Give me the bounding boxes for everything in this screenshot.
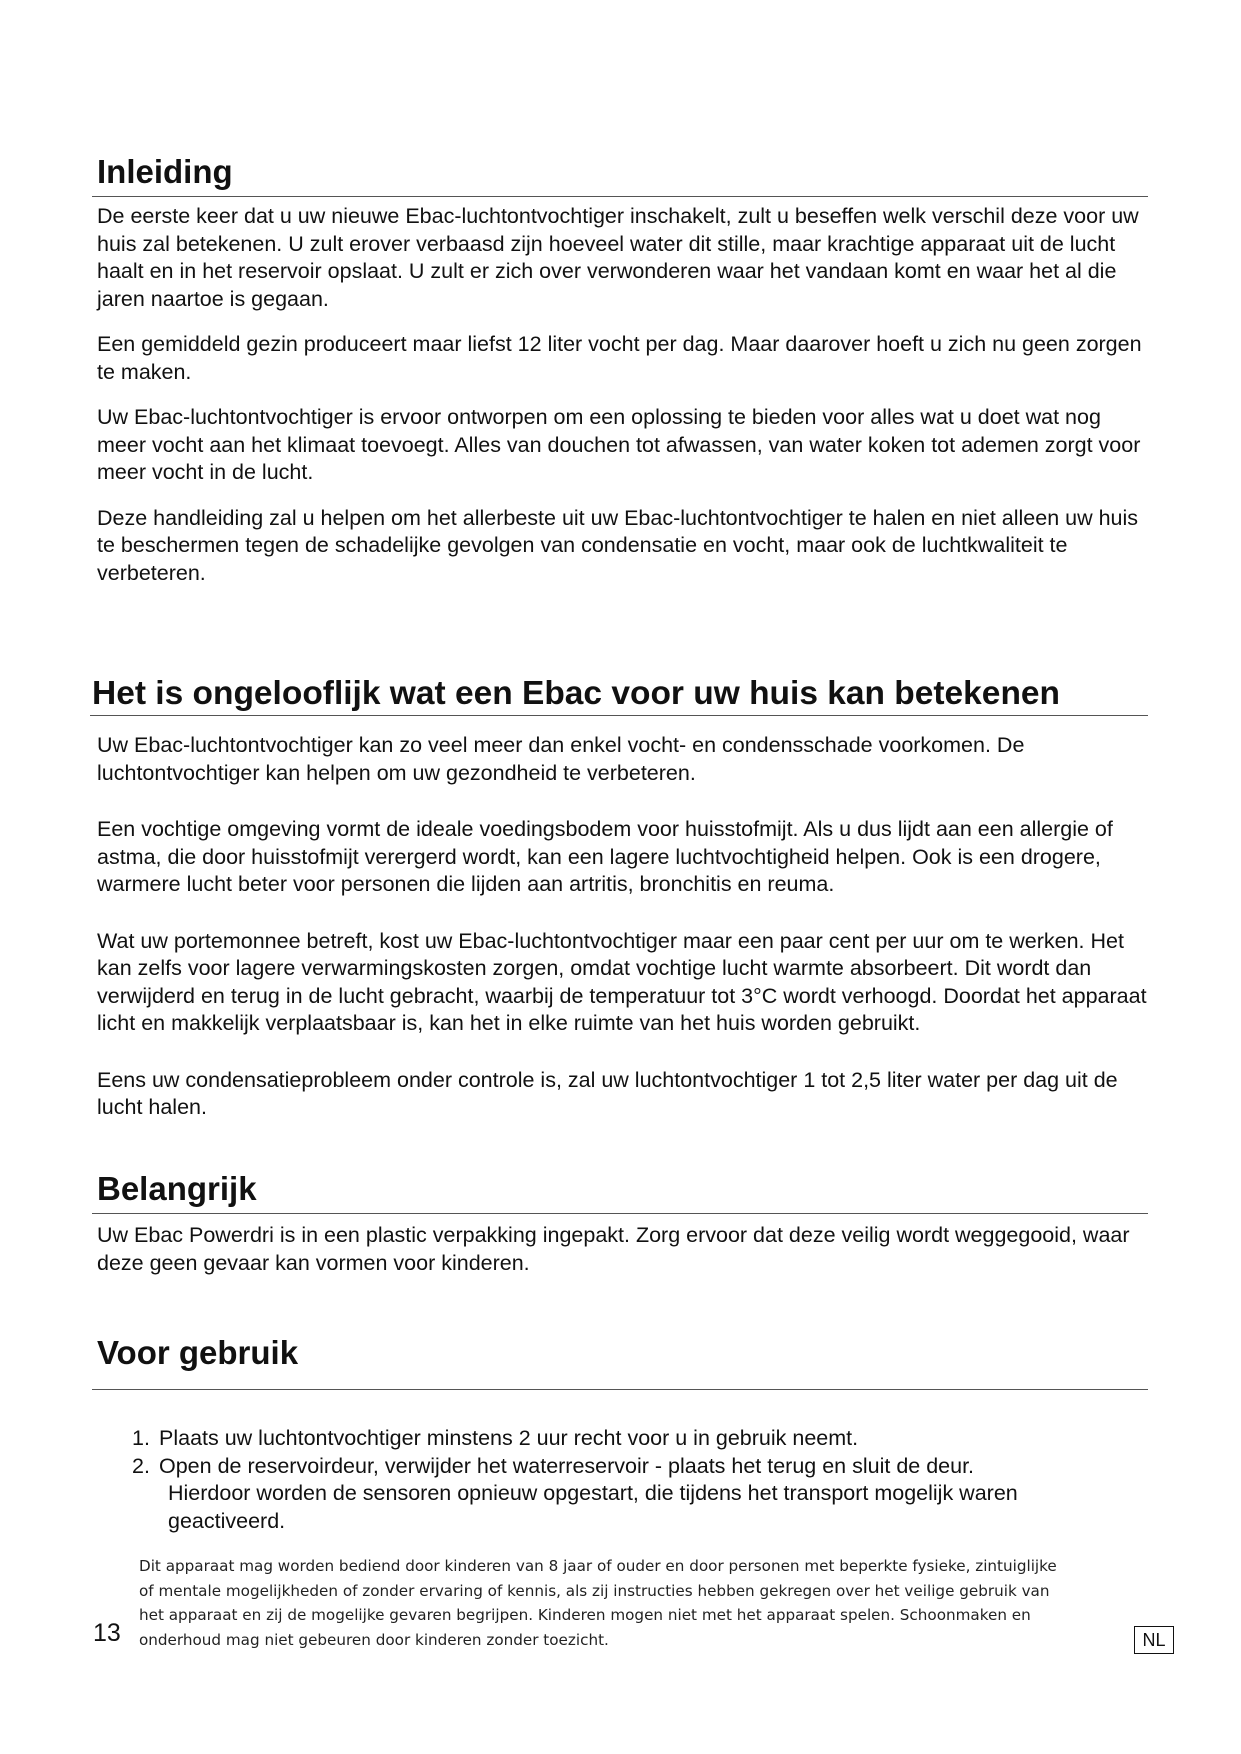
- step-text-wrapper: [159, 1453, 1092, 1536]
- section-ongelooflijk: [90, 674, 1148, 1122]
- paragraph: Uw Ebac Powerdri is in een plastic verpakking ingepakt. Zorg ervoor dat deze veilig wordt weggegooid, waar deze geen gevaar kan vormen voor kinderen.: [97, 1223, 1130, 1275]
- heading-voor-gebruik: Voor gebruik: [92, 1333, 1148, 1390]
- paragraph: Een gemiddeld gezin produceert maar liefst 12 liter vocht per dag. Maar daarover hoeft u zich nu geen zorgen te maken.: [97, 332, 1142, 384]
- list-item: [132, 1453, 1092, 1536]
- safety-note: Dit apparaat mag worden bediend door kinderen van 8 jaar of ouder en door personen met beperkte fysieke, zintuiglijke of mentale mogelijkheden of zonder ervaring of kennis, als zij instructies hebben gekregen over het veilige gebruik van het apparaat en zij de mogelijke gevaren begrijpen. Kinderen mogen niet met het apparaat spelen. Schoonmaken en onderhoud mag niet gebeuren door kinderen zonder toezicht.: [139, 1557, 1057, 1649]
- section-belangrijk: [92, 1169, 1148, 1277]
- step-text: Plaats uw luchtontvochtiger minstens 2 uur recht voor u in gebruik neemt.: [159, 1426, 859, 1450]
- language-badge: NL: [1134, 1626, 1174, 1654]
- section-inleiding: [92, 152, 1148, 587]
- heading-inleiding: Inleiding: [92, 152, 1148, 197]
- page-number: 13: [93, 1619, 121, 1647]
- section-voor-gebruik: [92, 1333, 1148, 1390]
- paragraph: Wat uw portemonnee betreft, kost uw Ebac-luchtontvochtiger maar een paar cent per uur om te werken. Het kan zelfs voor lagere verwarmingskosten zorgen, omdat vochtige lucht warmte absorbeert. Dit wordt dan verwijderd en terug in de lucht gebracht, waarbij de temperatuur tot 3°C wordt verhoogd. Doordat het apparaat licht en makkelijk verplaatsbaar is, kan het in elke ruimte van het huis worden gebruikt.: [97, 928, 1147, 1035]
- paragraph: Uw Ebac-luchtontvochtiger is ervoor ontworpen om een oplossing te bieden voor alles wat u doet wat nog meer vocht aan het klimaat toevoegt. Alles van douchen tot afwassen, van water koken tot ademen zorgt voor meer vocht in de lucht.: [97, 405, 1141, 484]
- step-text: Open de reservoirdeur, verwijder het waterreservoir - plaats het terug en sluit de deur.: [159, 1453, 975, 1478]
- step-number: 2.: [132, 1453, 150, 1478]
- step-text-continued: Hierdoor worden de sensoren opnieuw opgestart, die tijdens het transport mogelijk waren geactiveerd.: [168, 1481, 1018, 1533]
- step-number: 1.: [132, 1426, 150, 1450]
- paragraph: Eens uw condensatieprobleem onder controle is, zal uw luchtontvochtiger 1 tot 2,5 liter water per dag uit de lucht halen.: [97, 1067, 1118, 1119]
- steps-list: [132, 1425, 1092, 1535]
- paragraph: Een vochtige omgeving vormt de ideale voedingsbodem voor huisstofmijt. Als u dus lijdt aan een allergie of astma, die door huisstofmijt verergerd wordt, kan een lagere luchtvochtigheid helpen. Ook is een drogere, warmere lucht beter voor personen die lijden aan artritis, bronchitis en reuma.: [97, 817, 1113, 896]
- paragraph: Deze handleiding zal u helpen om het allerbeste uit uw Ebac-luchtontvochtiger te halen en niet alleen uw huis te beschermen tegen de schadelijke gevolgen van condensatie en vocht, maar ook de luchtkwaliteit te verbeteren.: [97, 505, 1139, 585]
- paragraph: De eerste keer dat u uw nieuwe Ebac-luchtontvochtiger inschakelt, zult u beseffen welk verschil deze voor uw huis zal betekenen. U zult erover verbaasd zijn hoeveel water dit stille, maar krachtige apparaat uit de lucht haalt en in het reservoir opslaat. U zult er zich over verwonderen waar het vandaan komt en waar het al die jaren naartoe is gegaan.: [97, 204, 1139, 311]
- heading-belangrijk: Belangrijk: [92, 1169, 1148, 1214]
- heading-ongelooflijk: Het is ongelooflijk wat een Ebac voor uw huis kan betekenen: [90, 674, 1148, 716]
- list-item: [132, 1425, 1092, 1453]
- paragraph: Uw Ebac-luchtontvochtiger kan zo veel meer dan enkel vocht- en condensschade voorkomen. De luchtontvochtiger kan helpen om uw gezondheid te verbeteren.: [97, 733, 1025, 785]
